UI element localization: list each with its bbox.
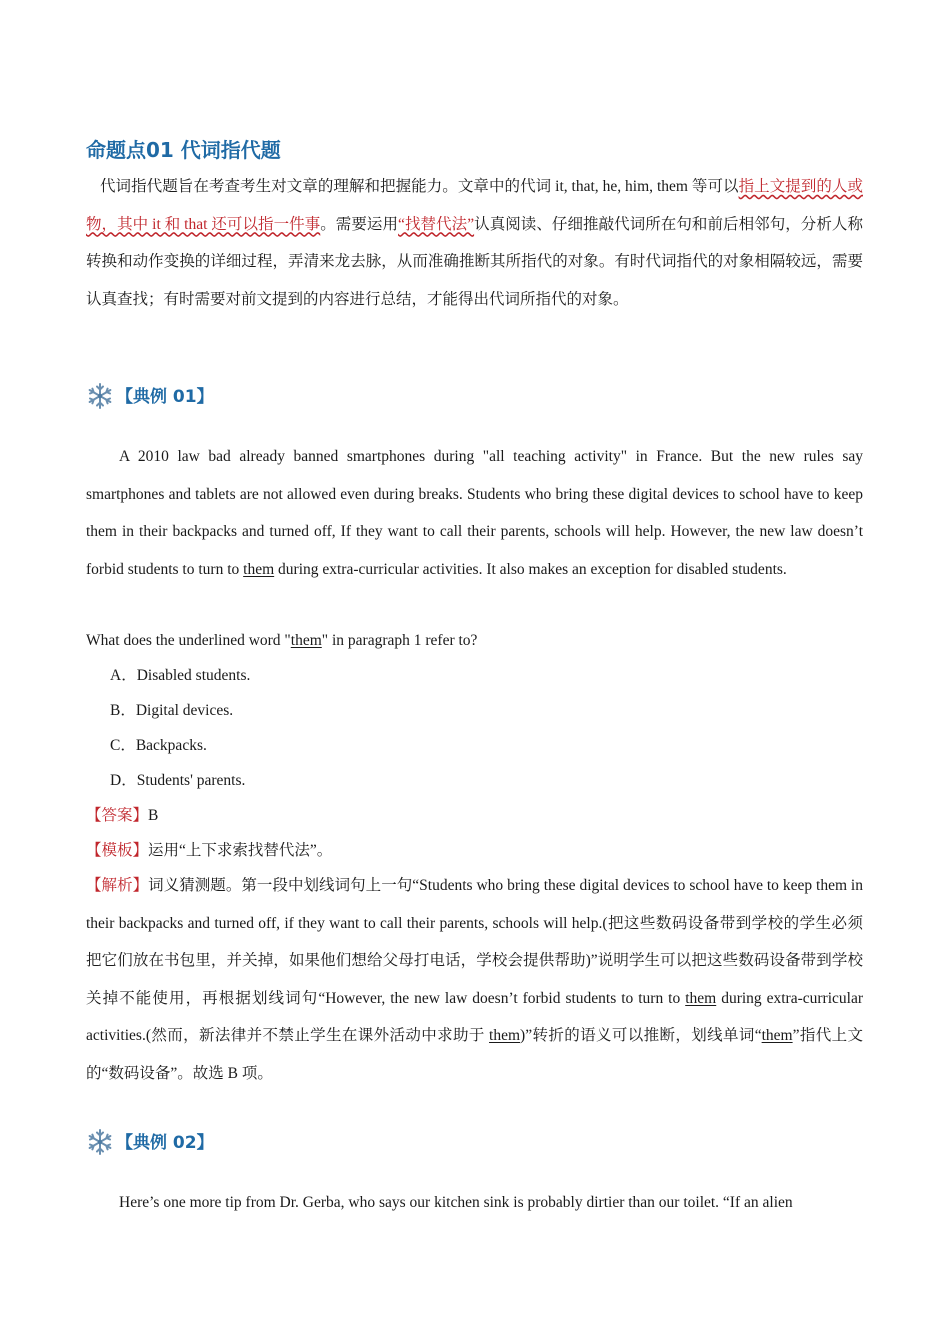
- analysis-text-b: during extra-curricular activities.(然而，新法律并不禁止学生在课外活动中求助于: [86, 989, 864, 1044]
- question-underlined-word: them: [290, 632, 322, 649]
- passage-text-b: during extra-curricular activities. It also makes an exception for disabled students.: [274, 560, 787, 578]
- template-text: 运用“上下求索找替代法”。: [148, 842, 333, 859]
- section-title: 命题点01 代词指代题: [86, 138, 281, 162]
- intro-highlight: 指上文提到的人或物，其中 it 和 that 还可以指一件事: [86, 178, 863, 233]
- intro-text-c: 认真阅读、仔细推敲代词所在句和前后相邻句，分析人称转换和动作变换的详细过程，弄清来龙去脉，从而准确推断其所指代的对象。有时代词指代的对象相隔较远，需要认真查找；有时需要对前文提到的内容进行总结，才能得出代词所指代的对象。: [86, 215, 863, 308]
- analysis-underline-2: them: [489, 1027, 521, 1044]
- snowflake-icon: [86, 1128, 114, 1156]
- example-02-heading: [86, 1128, 863, 1162]
- option-b: B．Digital devices.: [110, 702, 234, 719]
- option-d: D．Students' parents.: [110, 772, 246, 789]
- example-01-question: [86, 623, 863, 658]
- example-01-passage: [86, 438, 863, 588]
- underlined-word: them: [243, 560, 275, 578]
- analysis-text-d: ”指代上文的“数码设备”。故选 B 项。: [86, 1027, 863, 1082]
- option-a: A．Disabled students.: [110, 667, 251, 684]
- template-tag: 【模板】: [86, 842, 149, 859]
- example-02-label: 【典例 02】: [116, 1133, 214, 1153]
- answer-line: [86, 798, 863, 833]
- analysis-paragraph: [86, 867, 863, 1092]
- example-01-heading: [86, 382, 863, 416]
- analysis-underline-1: them: [685, 989, 717, 1007]
- section-intro: [86, 168, 863, 318]
- intro-method-quote: “找替代法”: [398, 215, 475, 233]
- snowflake-icon: [86, 382, 114, 410]
- intro-text-a: 代词指代题旨在考查考生对文章的理解和把握能力。文章中的代词 it, that, he, him, them 等可以: [100, 178, 739, 195]
- question-text-a: What does the underlined word ": [86, 632, 291, 649]
- answer-tag: 【答案】: [86, 807, 149, 824]
- option-c: C．Backpacks.: [110, 737, 207, 754]
- analysis-text-c: )”转折的语义可以推断，划线单词“: [520, 1027, 762, 1044]
- analysis-underline-3: them: [761, 1027, 793, 1044]
- template-line: [86, 833, 863, 868]
- answer-value: B: [148, 807, 159, 824]
- example-01-label: 【典例 01】: [116, 387, 214, 407]
- passage-text-a: A 2010 law bad already banned smartphones during "all teaching activity" in France. But the new rules say smartphones and tablets are not allowed even during breaks. Students who bring these digital devices to school have to keep them in their backpacks and turned off, If they want to call their parents, schools will help. However, the new law doesn’t forbid students to turn to: [86, 448, 863, 578]
- intro-text-b: 。需要运用: [320, 215, 399, 233]
- analysis-text-a: 词义猜测题。第一段中划线词句上一句“Students who bring these digital devices to school have to keep them in their backpacks and turned off, if they want to call their parents, schools will help.(把这些数码设备带到学校的学生必须把它们放在书包里，并关掉，如果他们想给父母打电话，学校会提供帮助)”说明学生可以把这些数码设备带到学校关掉不能使用，再根据划线词句“However, the new law doesn’t forbid students to turn to: [86, 877, 863, 1007]
- question-text-b: " in paragraph 1 refer to?: [321, 632, 478, 649]
- analysis-tag: 【解析】: [86, 877, 149, 894]
- example-02-passage: Here’s one more tip from Dr. Gerba, who says our kitchen sink is probably dirtier than our toilet. “If an alien: [119, 1194, 793, 1211]
